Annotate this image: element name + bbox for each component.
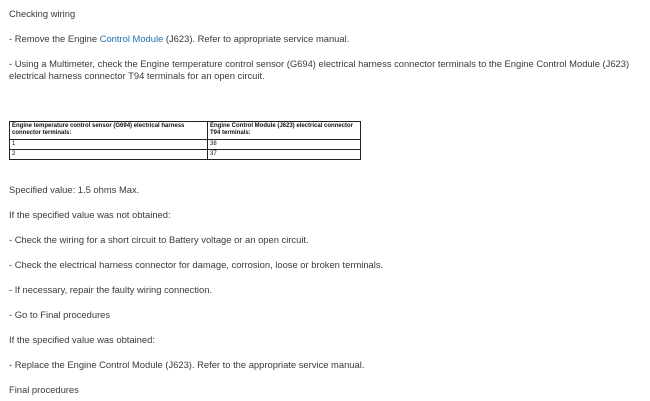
control-module-link[interactable]: Control Module	[99, 33, 164, 44]
step-multimeter-line1: - Using a Multimeter, check the Engine temperature control sensor (G694) electrical harness connector terminals to the Engine Control Module (J623)	[9, 58, 630, 69]
step-multimeter-line2: electrical harness connector T94 terminals for an open circuit.	[9, 70, 265, 81]
table-row	[10, 140, 361, 150]
step-check-wiring: - Check the wiring for a short circuit to Battery voltage or an open circuit.	[9, 234, 309, 245]
step-check-connector: - Check the electrical harness connector for damage, corrosion, loose or broken terminals.	[9, 259, 384, 270]
final-procedures-heading: Final procedures	[9, 384, 79, 395]
step-remove-ecm	[9, 33, 349, 45]
step-repair-wiring: - If necessary, repair the faulty wiring connection.	[9, 284, 213, 295]
table-cell: 1	[10, 140, 208, 150]
table-header-ecm: Engine Control Module (J623) electrical connector T94 terminals:	[208, 122, 361, 140]
step-goto-final: - Go to Final procedures	[9, 309, 111, 320]
not-obtained-heading: If the specified value was not obtained:	[9, 209, 171, 220]
table-cell: 38	[208, 140, 361, 150]
obtained-heading: If the specified value was obtained:	[9, 334, 155, 345]
table-cell: 2	[10, 150, 208, 160]
section-heading-checking-wiring: Checking wiring	[9, 8, 76, 19]
step-remove-prefix: - Remove the Engine	[9, 33, 100, 44]
table-header-row	[10, 122, 361, 140]
table-cell: 37	[208, 150, 361, 160]
table-row	[10, 150, 361, 160]
step-replace-ecm: - Replace the Engine Control Module (J623). Refer to the appropriate service manual.	[9, 359, 365, 370]
specified-value: Specified value: 1.5 ohms Max.	[9, 184, 140, 195]
terminal-table	[9, 121, 361, 160]
step-remove-suffix: (J623). Refer to appropriate service manual.	[163, 33, 350, 44]
table-header-sensor: Engine temperature control sensor (G694) electrical harness connector terminals:	[10, 122, 208, 140]
